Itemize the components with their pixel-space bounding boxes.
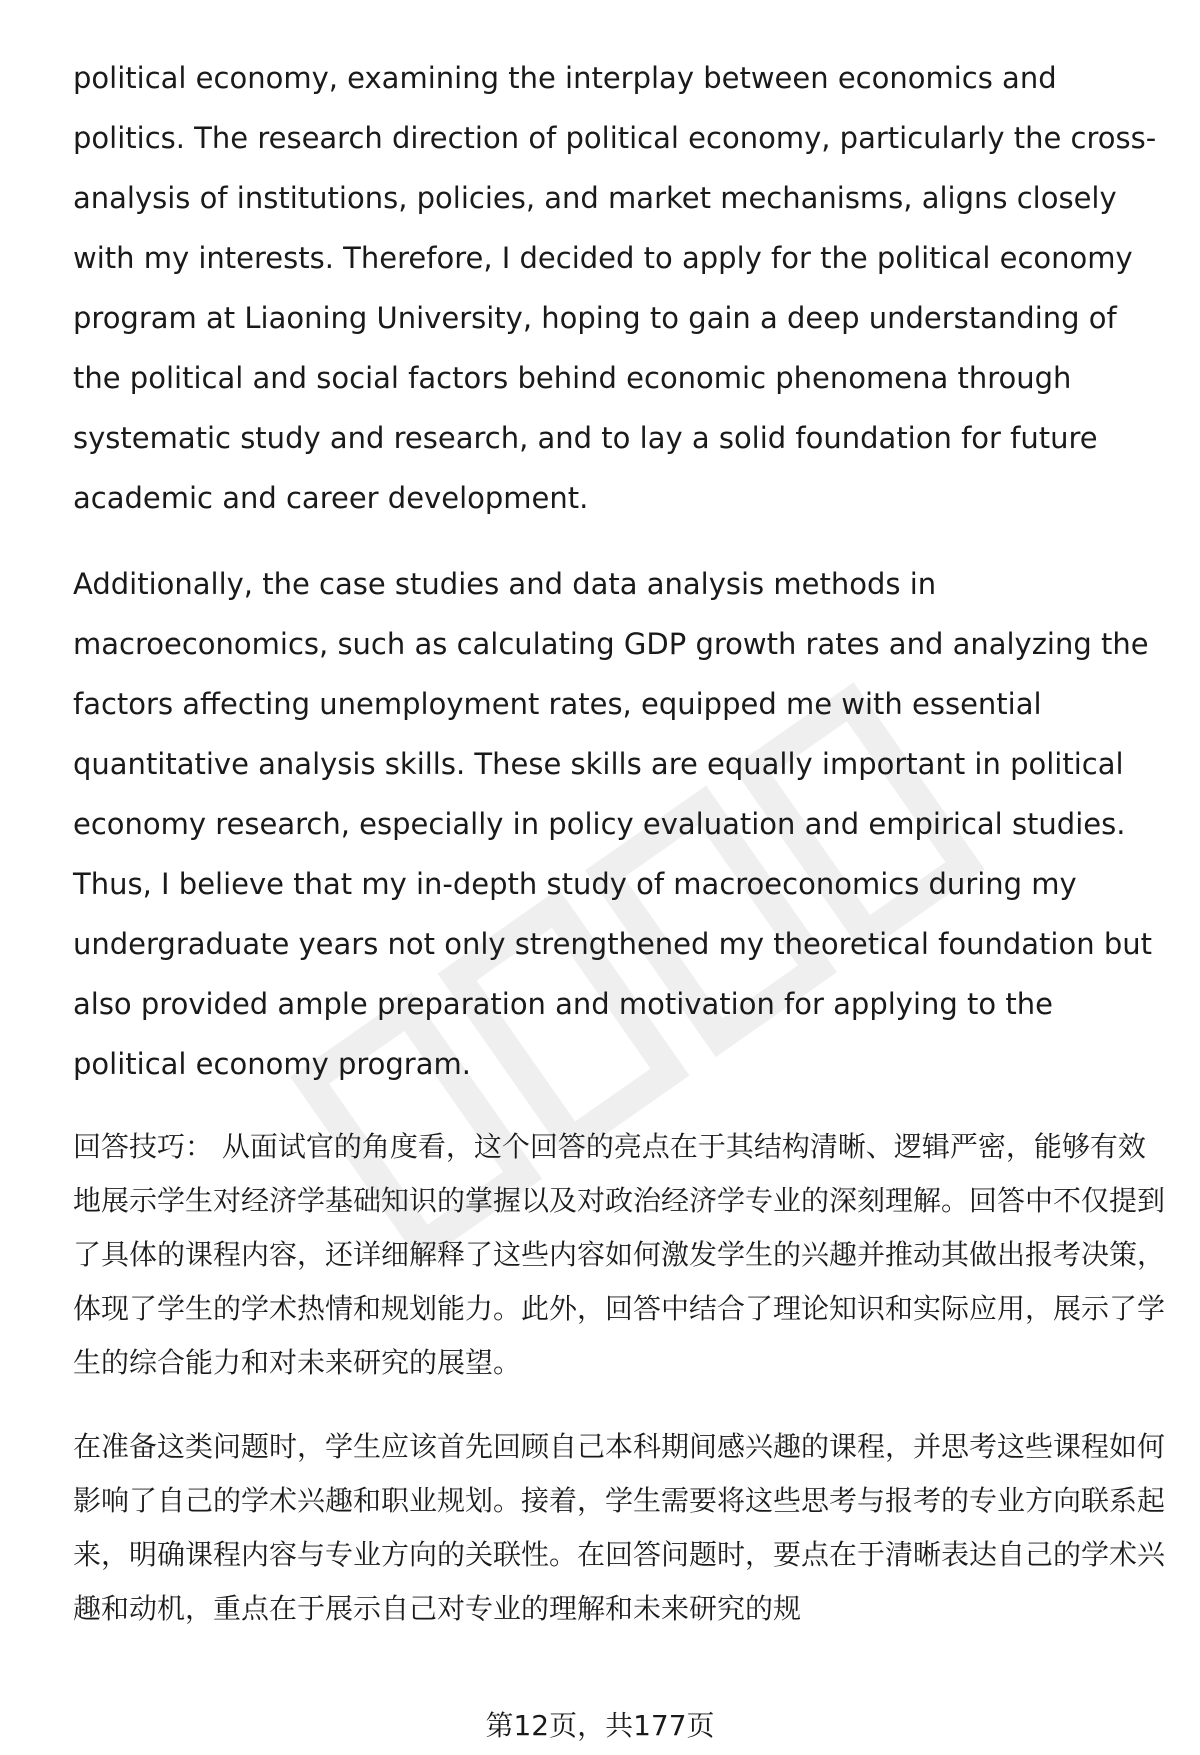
paragraph-macroeconomics: Additionally, the case studies and data analysis methods in macroeconomics, such as calculating GDP growth rates and analyzing the factors affecting unemployment rates, equipped me with essential quantitative analysis skills. These skills are equally important in political economy research, especially in policy evaluation and empirical studies. Thus, I believe that my in-depth study of macroeconomics during my undergraduate years not only strengthened my theoretical foundation but also provided ample preparation and motivation for applying to the political economy program. [73,567,1152,1081]
paragraph-preparation: 在准备这类问题时，学生应该首先回顾自己本科期间感兴趣的课程，并思考这些课程如何影响了自己的学术兴趣和职业规划。接着，学生需要将这些思考与报考的专业方向联系起来，明确课程内容与专业方向的关联性。在回答问题时，要点在于清晰表达自己的学术兴趣和动机，重点在于展示自己对专业的理解和未来研究的规 [73,1430,1166,1625]
paragraph-political-economy: political economy, examining the interplay between economics and politics. The research direction of political economy, particularly the cross-analysis of institutions, policies, and market mechanisms, aligns closely with my interests. Therefore, I decided to apply for the political economy program at Liaoning University, hoping to gain a deep understanding of the political and social factors behind economic phenomena through systematic study and research, and to lay a solid foundation for future academic and career development. [73,61,1157,515]
document-body [73,48,1165,1666]
page-number: 第12页，共177页 [485,1709,715,1742]
paragraph-answer-tips: 回答技巧： 从面试官的角度看，这个回答的亮点在于其结构清晰、逻辑严密，能够有效地展示学生对经济学基础知识的掌握以及对政治经济学专业的深刻理解。回答中不仅提到了具体的课程内容，还详细解释了这些内容如何激发学生的兴趣并推动其做出报考决策，体现了学生的学术热情和规划能力。此外，回答中结合了理论知识和实际应用，展示了学生的综合能力和对未来研究的展望。 [73,1130,1166,1379]
